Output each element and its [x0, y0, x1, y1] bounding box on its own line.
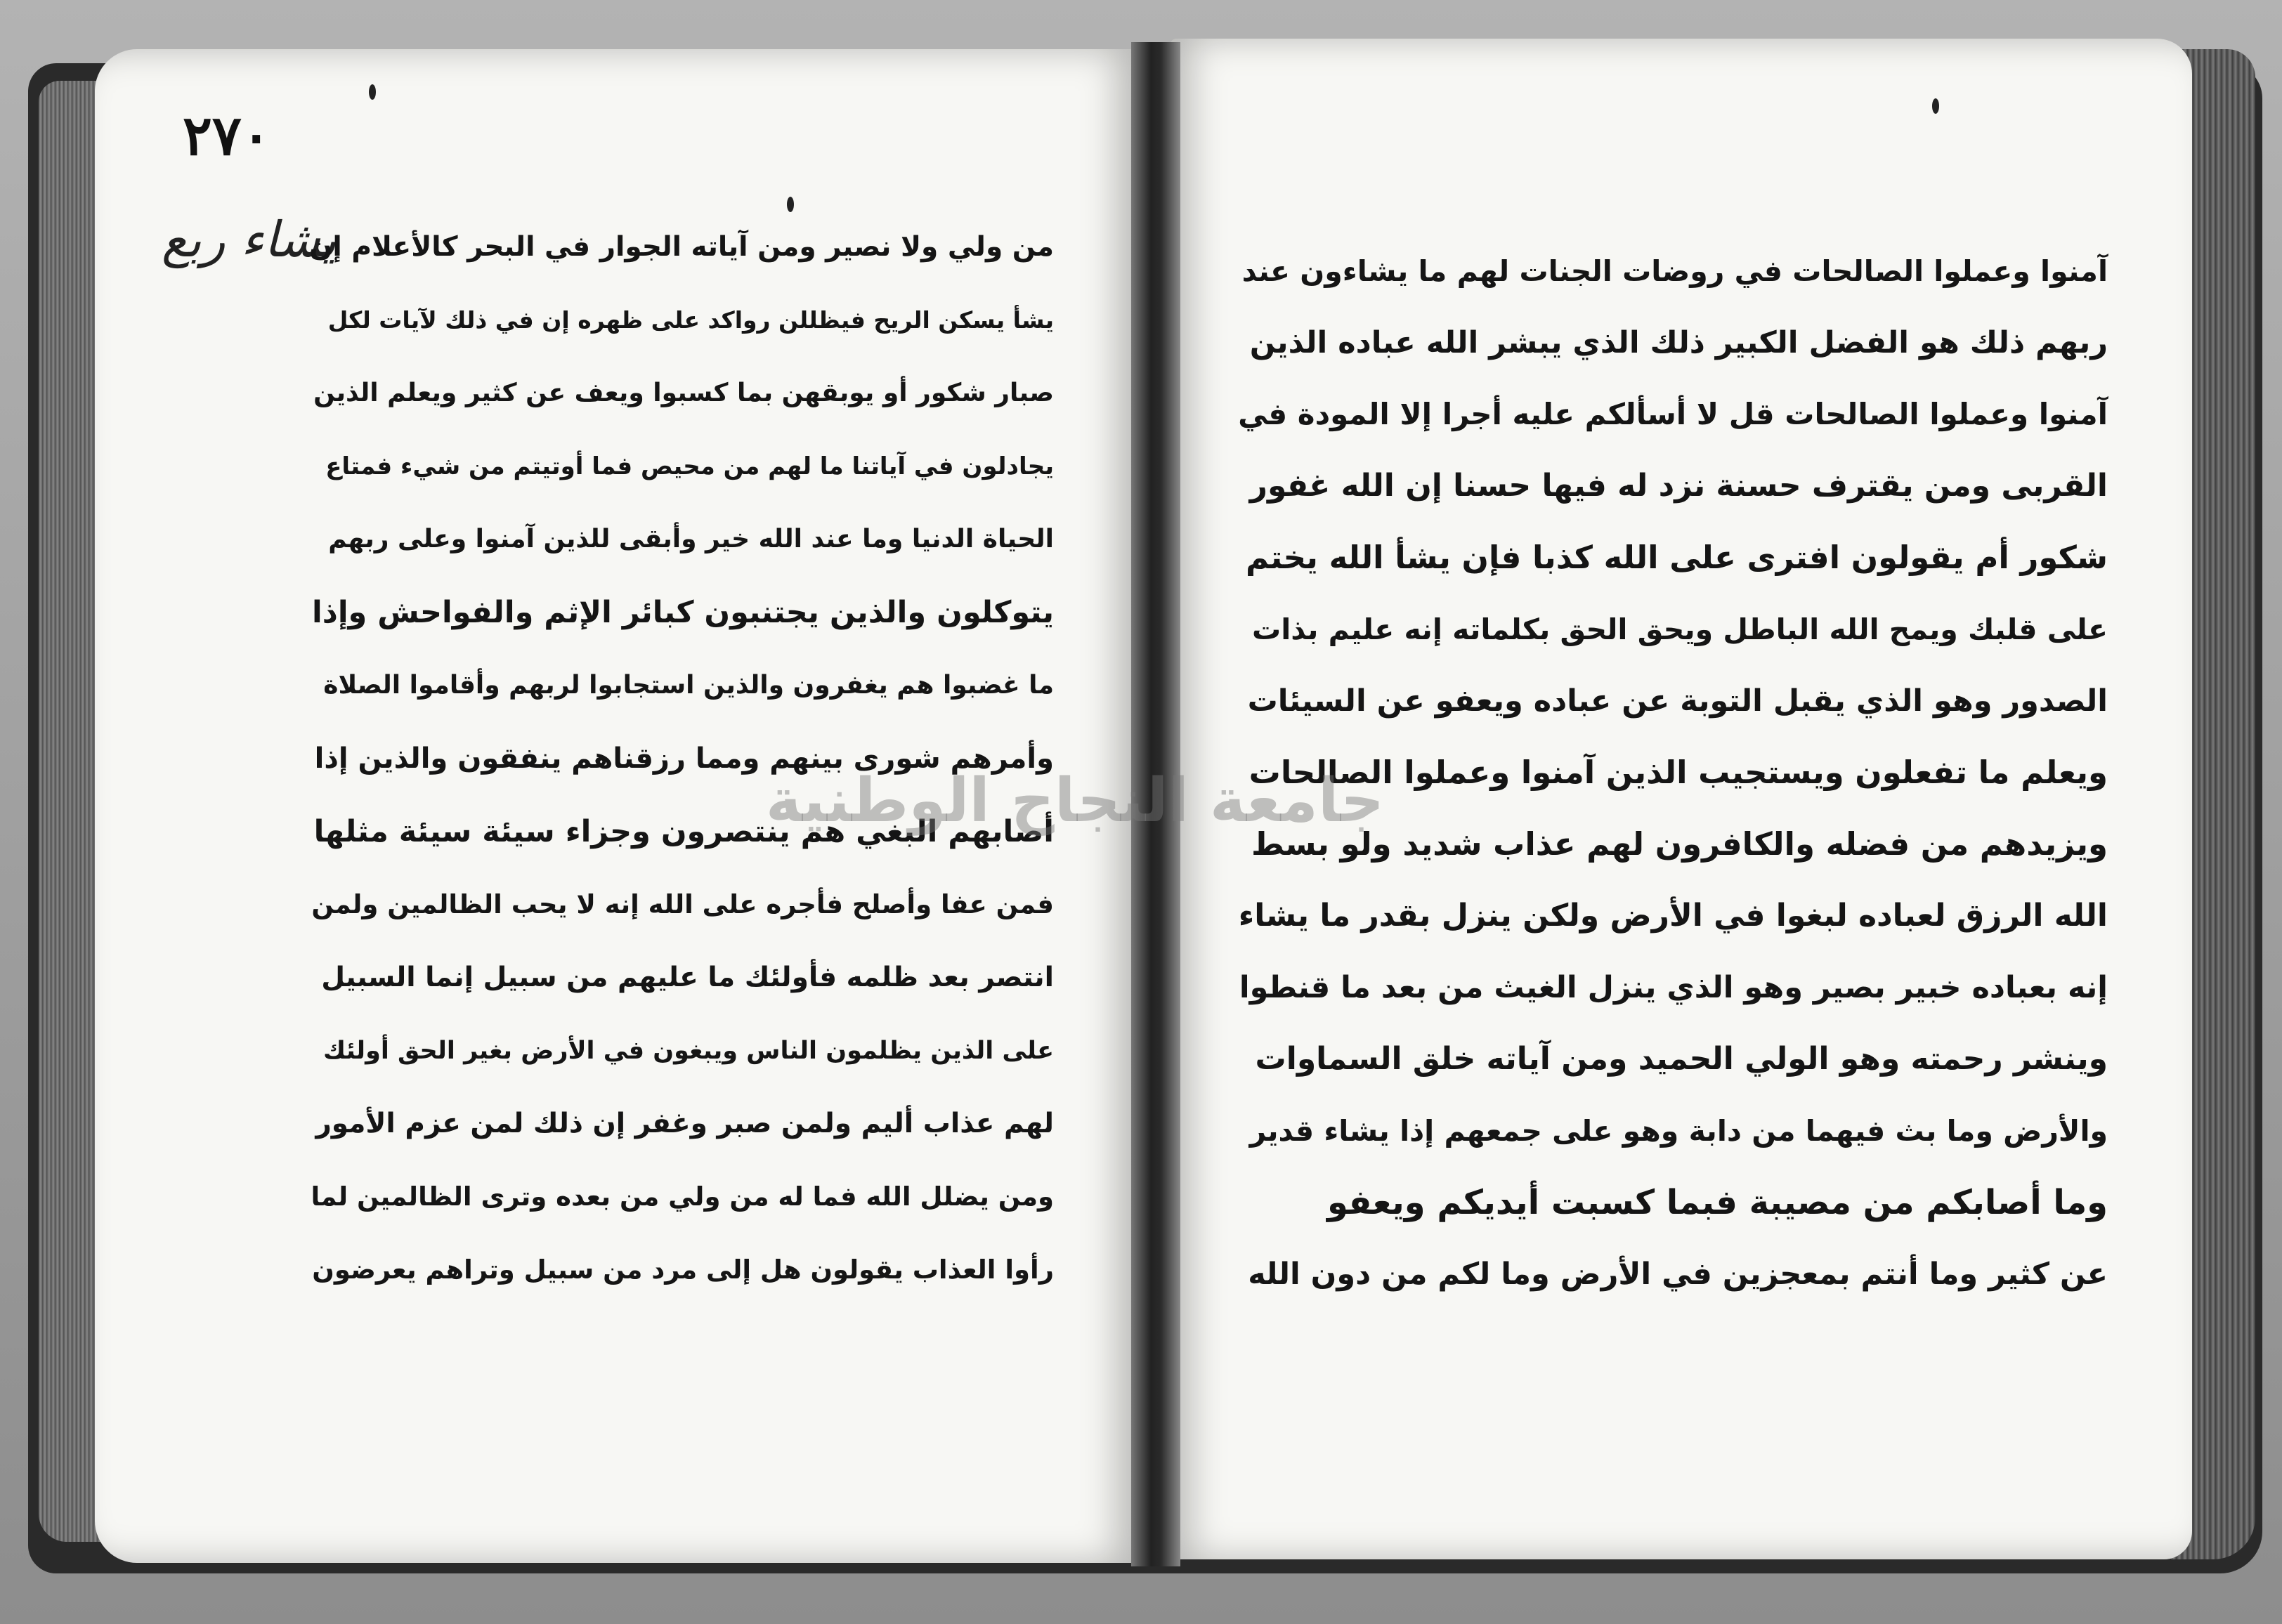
- manuscript-line: وأمرهم شورى بينهم ومما رزقناهم ينفقون والذين إذا: [314, 742, 1054, 775]
- manuscript-line: وينشر رحمته وهو الولي الحميد ومن آياته خلق السماوات: [1255, 1041, 2108, 1077]
- manuscript-line: ومن يضلل الله فما له من ولي من بعده وترى الظالمين لما: [311, 1181, 1054, 1212]
- manuscript-line: آمنوا وعملوا الصالحات في روضات الجنات لهم ما يشاءون عند: [1241, 254, 2108, 288]
- manuscript-line: يشأ يسكن الريح فيظللن رواكد على ظهره إن في ذلك لآيات لكل: [327, 306, 1054, 334]
- manuscript-line: شكور أم يقولون افترى على الله كذبا فإن يشأ الله يختم: [1245, 539, 2108, 576]
- ink-speck: [1932, 98, 1939, 114]
- manuscript-line: آمنوا وعملوا الصالحات قل لا أسألكم عليه أجرا إلا المودة في: [1238, 397, 2108, 431]
- manuscript-line: فمن عفا وأصلح فأجره على الله إنه لا يحب الظالمين ولمن: [311, 889, 1054, 919]
- manuscript-line: ربهم ذلك هو الفضل الكبير ذلك الذي يبشر الله عباده الذين: [1249, 325, 2108, 360]
- manuscript-line: وما أصابكم من مصيبة فبما كسبت أيديكم ويعفو: [1327, 1183, 2108, 1222]
- left-page-text: [309, 211, 1054, 1307]
- manuscript-line: رأوا العذاب يقولون هل إلى مرد من سبيل وتراهم يعرضون: [312, 1255, 1054, 1285]
- manuscript-line: من ولي ولا نصير ومن آياته الجوار في البحر كالأعلام إن: [309, 231, 1054, 263]
- manuscript-line: انتصر بعد ظلمه فأولئك ما عليهم من سبيل إنما السبيل: [321, 962, 1054, 993]
- manuscript-line: ويعلم ما تفعلون ويستجيب الذين آمنوا وعملوا الصالحات: [1248, 754, 2108, 791]
- manuscript-line: الصدور وهو الذي يقبل التوبة عن عباده ويعفو عن السيئات: [1247, 683, 2108, 719]
- manuscript-line: أصابهم البغي هم ينتصرون وجزاء سيئة سيئة مثلها: [313, 814, 1054, 849]
- manuscript-line: القربى ومن يقترف حسنة نزد له فيها حسنا إن الله غفور: [1249, 468, 2108, 504]
- manuscript-line: الله الرزق لعباده لبغوا في الأرض ولكن ينزل بقدر ما يشاء: [1238, 898, 2108, 934]
- manuscript-line: الحياة الدنيا وما عند الله خير وأبقى للذين آمنوا وعلى ربهم: [328, 525, 1054, 554]
- manuscript-line: إنه بعباده خبير بصير وهو الذي ينزل الغيث من بعد ما قنطوا: [1239, 970, 2108, 1005]
- ink-speck: [369, 84, 376, 100]
- manuscript-line: يجادلون في آياتنا ما لهم من محيص فما أوتيتم من شيء فمتاع: [325, 452, 1054, 480]
- folio-number: ٢٧٠: [183, 104, 271, 168]
- manuscript-line: على قلبك ويمح الله الباطل ويحق الحق بكلماته إنه عليم بذات: [1252, 613, 2108, 646]
- library-watermark: جامعة النجاح الوطنية: [765, 766, 1385, 836]
- manuscript-line: ويزيدهم من فضله والكافرون لهم عذاب شديد ولو بسط: [1251, 825, 2108, 863]
- manuscript-line: صبار شكور أو يوبقهن بما كسبوا ويعف عن كثير ويعلم الذين: [313, 379, 1054, 407]
- manuscript-line: يتوكلون والذين يجتنبون كبائر الإثم والفواحش وإذا: [312, 595, 1054, 630]
- manuscript-line: ما غضبوا هم يغفرون والذين استجابوا لربهم وأقاموا الصلاة: [323, 671, 1054, 700]
- manuscript-line: والأرض وما بث فيهما من دابة وهو على جمعهم إذا يشاء قدير: [1249, 1114, 2108, 1148]
- manuscript-line: لهم عذاب أليم ولمن صبر وغفر إن ذلك لمن عزم الأمور: [315, 1108, 1054, 1139]
- manuscript-line: عن كثير وما أنتم بمعجزين في الأرض وما لكم من دون الله: [1248, 1257, 2108, 1292]
- manuscript-line: على الذين يظلمون الناس ويبغون في الأرض بغير الحق أولئك: [323, 1037, 1054, 1065]
- margin-catchword: يشاء ربع: [162, 211, 337, 268]
- ink-speck: [787, 197, 794, 212]
